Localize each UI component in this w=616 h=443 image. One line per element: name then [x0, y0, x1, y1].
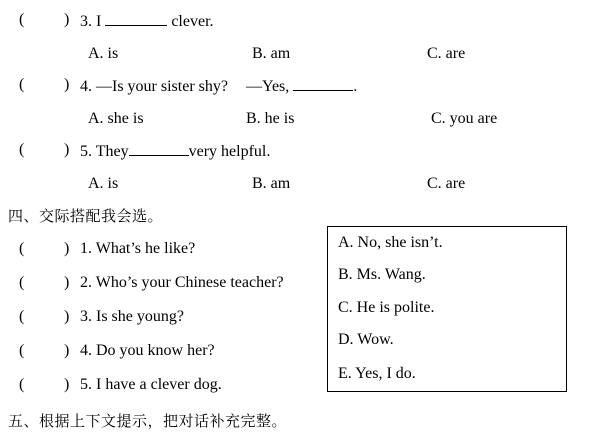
question-5-after: very helpful. [188, 143, 271, 160]
option-c[interactable]: C. you are [431, 110, 498, 127]
answer-paren-open[interactable]: ( [19, 11, 25, 28]
question-4-stem: 4. —Is your sister shy? [80, 78, 228, 95]
section-heading-5: 五、根据上下文提示，把对话补充完整。 [8, 412, 288, 430]
answer-paren-close: ) [64, 76, 70, 93]
section-heading-4: 四、交际搭配我会选。 [8, 207, 164, 225]
answer-paren-open[interactable]: ( [19, 76, 25, 93]
answer-options-box [327, 226, 567, 392]
question-4-end: . [353, 78, 358, 95]
option-a[interactable]: A. is [88, 175, 119, 192]
matching-question-2: 2. Who’s your Chinese teacher? [80, 274, 284, 291]
answer-paren-open[interactable]: ( [19, 240, 25, 257]
option-b[interactable]: B. am [252, 45, 291, 62]
answer-option-c: C. He is polite. [338, 299, 435, 316]
answer-option-b: B. Ms. Wang. [338, 266, 426, 283]
question-3-text [80, 11, 214, 31]
answer-paren-open[interactable]: ( [19, 308, 25, 325]
question-5-stem: 5. They [80, 143, 129, 160]
answer-paren-open[interactable]: ( [19, 141, 25, 158]
option-b[interactable]: B. am [252, 175, 291, 192]
option-a[interactable]: A. is [88, 45, 119, 62]
answer-paren-close: ) [64, 141, 70, 158]
answer-option-d: D. Wow. [338, 331, 394, 348]
answer-paren-close: ) [64, 11, 70, 28]
fill-blank[interactable] [105, 11, 167, 26]
matching-question-3: 3. Is she young? [80, 308, 184, 325]
answer-paren-open[interactable]: ( [19, 342, 25, 359]
matching-question-4: 4. Do you know her? [80, 342, 215, 359]
answer-paren-close: ) [64, 376, 70, 393]
answer-paren-close: ) [64, 342, 70, 359]
question-4-text [80, 76, 357, 96]
fill-blank[interactable] [129, 141, 189, 156]
option-c[interactable]: C. are [427, 175, 466, 192]
option-b[interactable]: B. he is [246, 110, 295, 127]
fill-blank[interactable] [293, 76, 353, 91]
answer-paren-close: ) [64, 308, 70, 325]
question-3-after: clever. [171, 13, 214, 30]
question-5-text [80, 141, 270, 161]
question-3-stem: 3. I [80, 13, 102, 30]
question-4-reply: —Yes, [245, 78, 290, 95]
answer-option-a: A. No, she isn’t. [338, 234, 443, 251]
option-c[interactable]: C. are [427, 45, 466, 62]
matching-question-1: 1. What’s he like? [80, 240, 196, 257]
answer-option-e: E. Yes, I do. [338, 365, 416, 382]
answer-paren-close: ) [64, 274, 70, 291]
option-a[interactable]: A. she is [88, 110, 144, 127]
answer-paren-open[interactable]: ( [19, 376, 25, 393]
matching-question-5: 5. I have a clever dog. [80, 376, 222, 393]
answer-paren-close: ) [64, 240, 70, 257]
answer-paren-open[interactable]: ( [19, 274, 25, 291]
